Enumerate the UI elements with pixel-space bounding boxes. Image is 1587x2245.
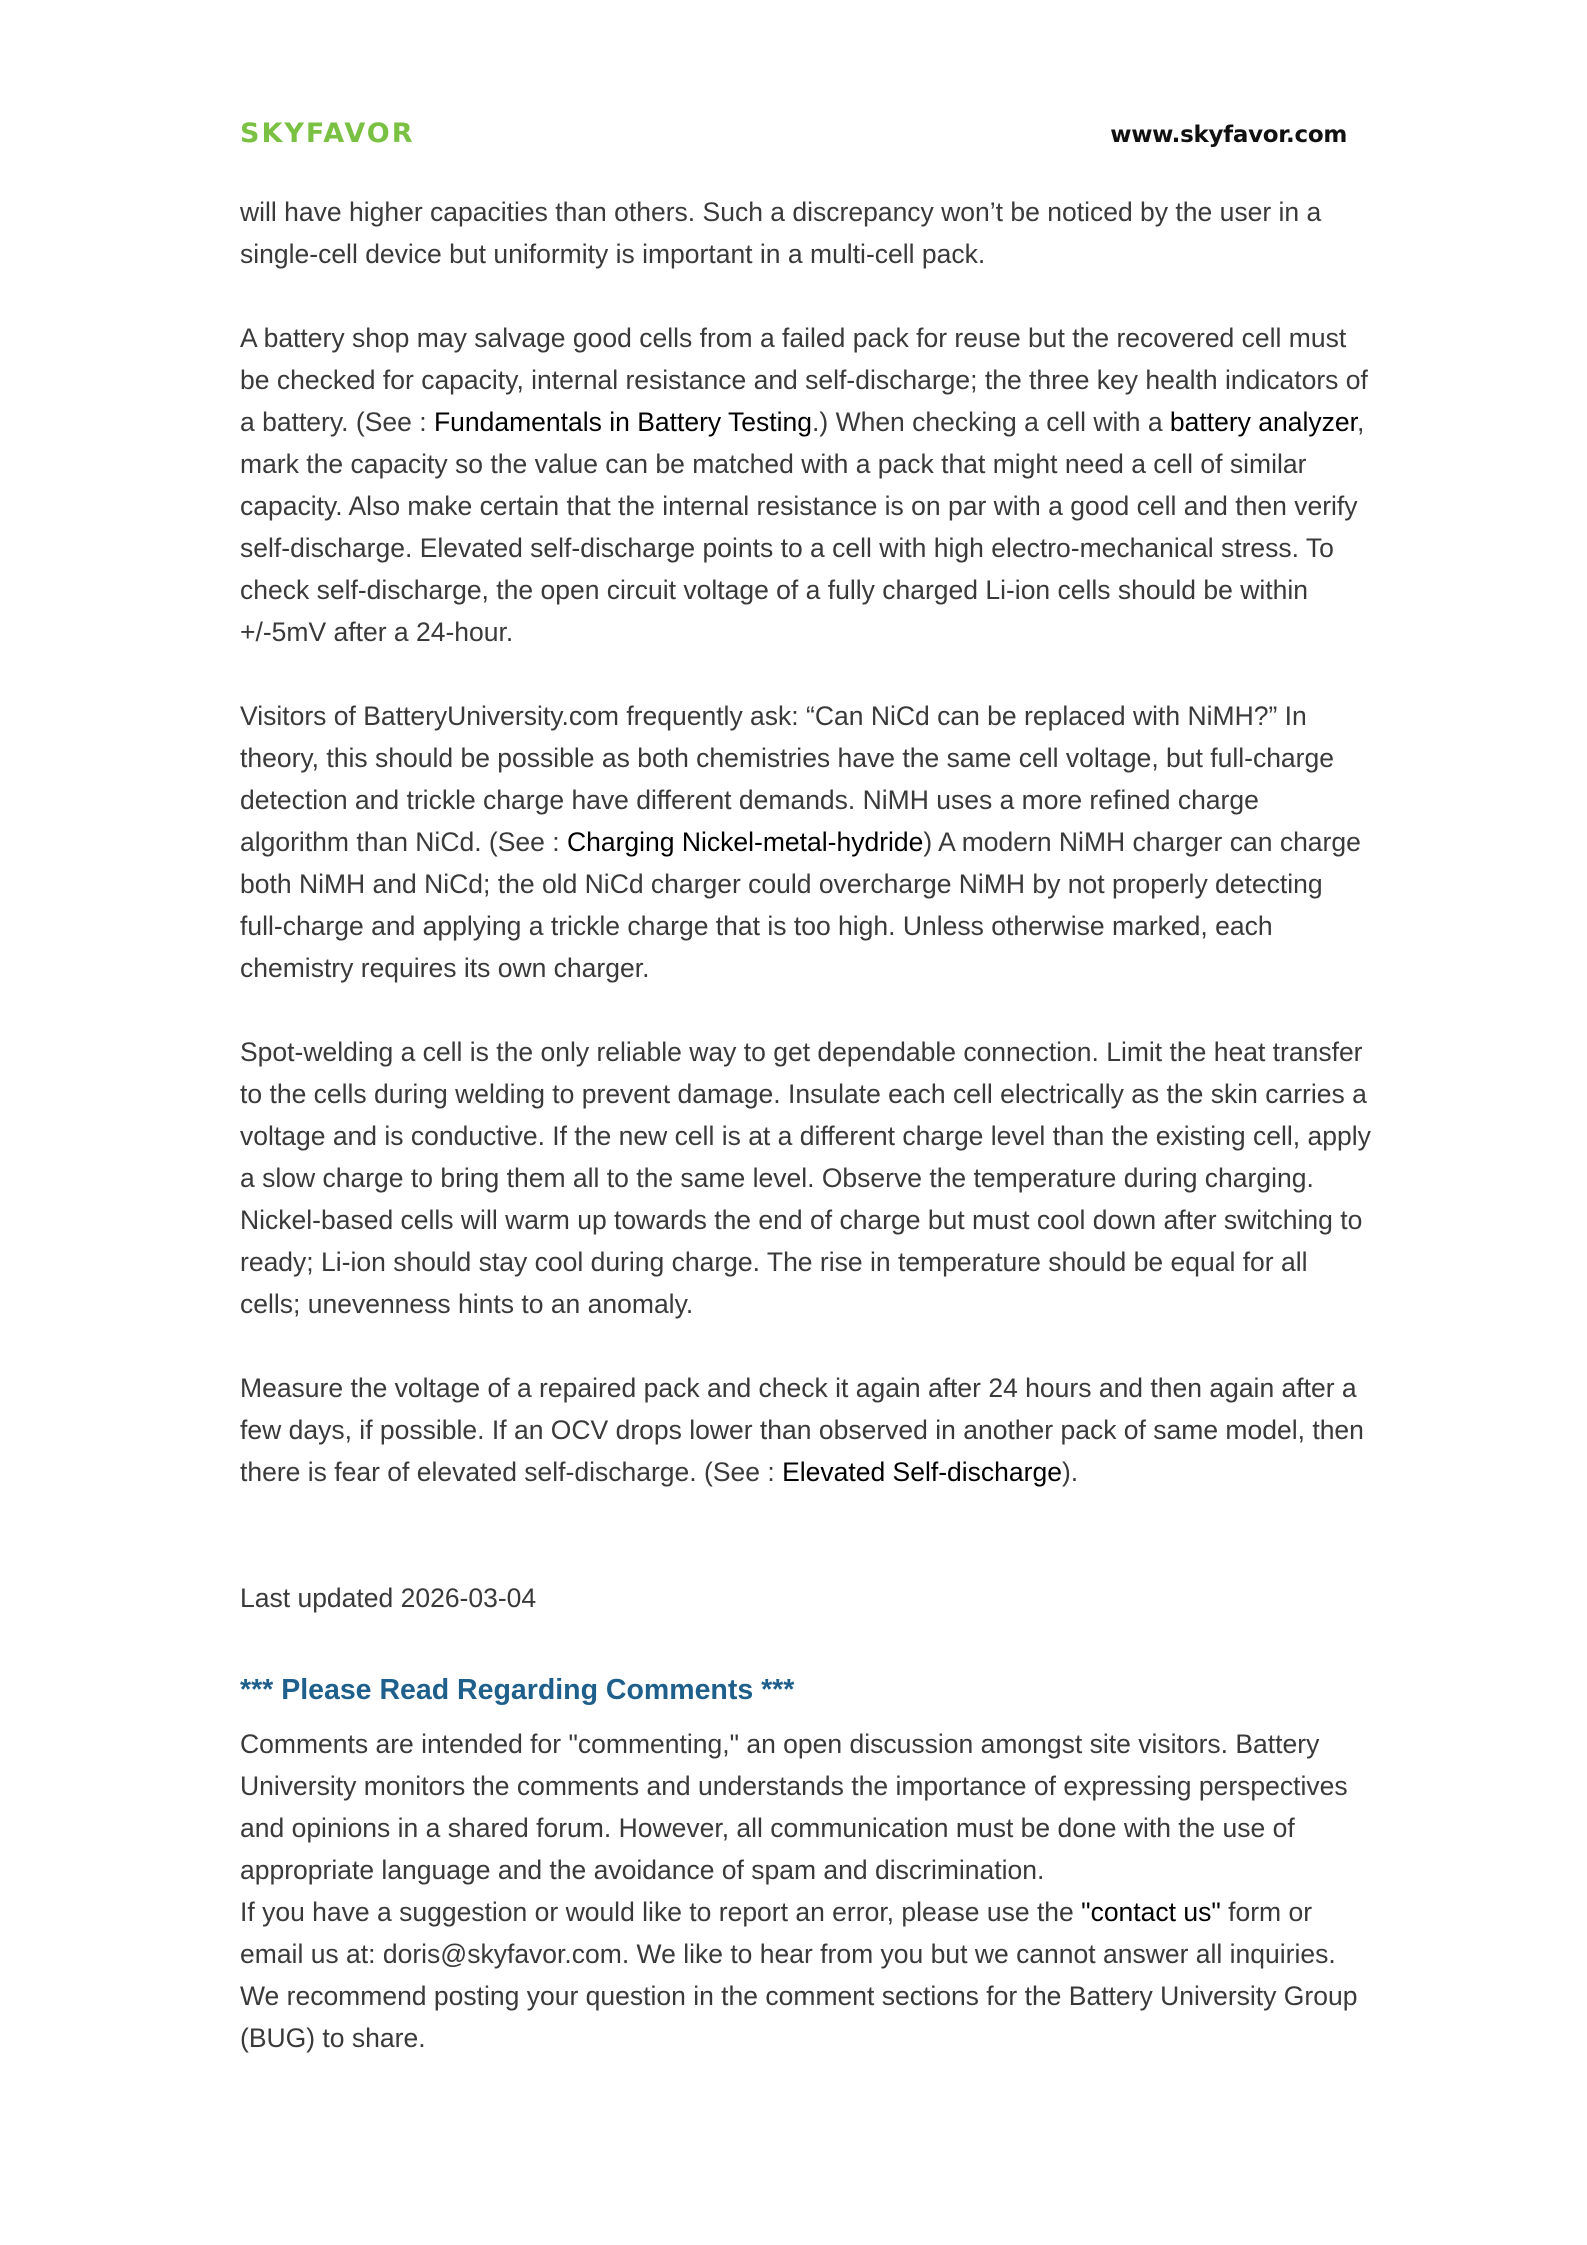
paragraph-text: ).: [1061, 1457, 1079, 1487]
paragraph-text: A battery shop may salvage good cells from a failed pack for reuse but the recovered cell must be checked for capacity, internal resistance and self-discharge; the three key health indicators of a battery. (See :: [240, 323, 1368, 437]
elevated-self-discharge-link[interactable]: Elevated Self-discharge: [782, 1457, 1062, 1487]
paragraph-nicd-nimh: [240, 695, 1372, 989]
site-url[interactable]: www.skyfavor.com: [1110, 122, 1347, 148]
comments-heading: *** Please Read Regarding Comments ***: [240, 1674, 795, 1706]
page-header: [240, 112, 1347, 152]
charging-nimh-link[interactable]: Charging Nickel-metal-hydride: [566, 827, 924, 857]
paragraph-text: form or email us at: doris@skyfavor.com. We like to hear from you but we cannot answer all inquiries. We recommend posting your question in the comment sections for the Battery University Group (BUG) to share.: [240, 1897, 1358, 2053]
skyfavor-logo[interactable]: SKYFAVOR: [240, 118, 415, 149]
fundamentals-battery-testing-link[interactable]: Fundamentals in Battery Testing: [433, 407, 813, 437]
comments-policy-paragraph: Comments are intended for "commenting," an open discussion amongst site visitors. Battery University monitors the comments and understands the importance of expressing perspectives and opinions in a shared forum. However, all communication must be done with the use of appropriate language and the avoidance of spam and discrimination.: [240, 1729, 1348, 1885]
paragraph-cell-capacity: will have higher capacities than others. Such a discrepancy won’t be noticed by the user in a single-cell device but uniformity is important in a multi-cell pack.: [240, 197, 1322, 269]
comments-contact-paragraph: [240, 1891, 1372, 2059]
paragraph-text: If you have a suggestion or would like to report an error, please use the: [240, 1897, 1082, 1927]
battery-analyzer-link[interactable]: battery analyzer: [1169, 407, 1358, 437]
paragraph-spot-welding: Spot-welding a cell is the only reliable way to get dependable connection. Limit the heat transfer to the cells during welding to prevent damage. Insulate each cell electrically as the skin carries a voltage and is conductive. If the new cell is at a different charge level than the existing cell, apply a slow charge to bring them all to the same level. Observe the temperature during charging. Nickel-based cells will warm up towards the end of charge but must cool down after switching to ready; Li-ion should stay cool during charge. The rise in temperature should be equal for all cells; unevenness hints to an anomaly.: [240, 1037, 1371, 1319]
paragraph-text: Measure the voltage of a repaired pack and check it again after 24 hours and then again after a few days, if possible. If an OCV drops lower than observed in another pack of same model, then there is fear of elevated self-discharge. (See :: [240, 1373, 1364, 1487]
contact-us-link[interactable]: "contact us": [1081, 1897, 1221, 1927]
last-updated: Last updated 2026-03-04: [240, 1583, 537, 1613]
paragraph-measure-voltage: [240, 1367, 1372, 1493]
paragraph-text: , mark the capacity so the value can be matched with a pack that might need a cell of similar capacity. Also make certain that the internal resistance is on par with a good cell and then verify self-discharge. Elevated self-discharge points to a cell with high electro-mechanical stress. To check self-discharge, the open circuit voltage of a fully charged Li-ion cells should be within +/-5mV after a 24-hour.: [240, 407, 1365, 647]
paragraph-salvage-cells: [240, 317, 1372, 653]
article-content: [240, 191, 1372, 2059]
paragraph-text: .) When checking a cell with a: [812, 407, 1170, 437]
paragraph-text: ) A modern NiMH charger can charge both NiMH and NiCd; the old NiCd charger could overcharge NiMH by not properly detecting full-charge and applying a trickle charge that is too high. Unless otherwise marked, each chemistry requires its own charger.: [240, 827, 1361, 983]
paragraph-text: Visitors of BatteryUniversity.com frequently ask: “Can NiCd can be replaced with NiMH?” In theory, this should be possible as both chemistries have the same cell voltage, but full-charge detection and trickle charge have different demands. NiMH uses a more refined charge algorithm than NiCd. (See :: [240, 701, 1334, 857]
